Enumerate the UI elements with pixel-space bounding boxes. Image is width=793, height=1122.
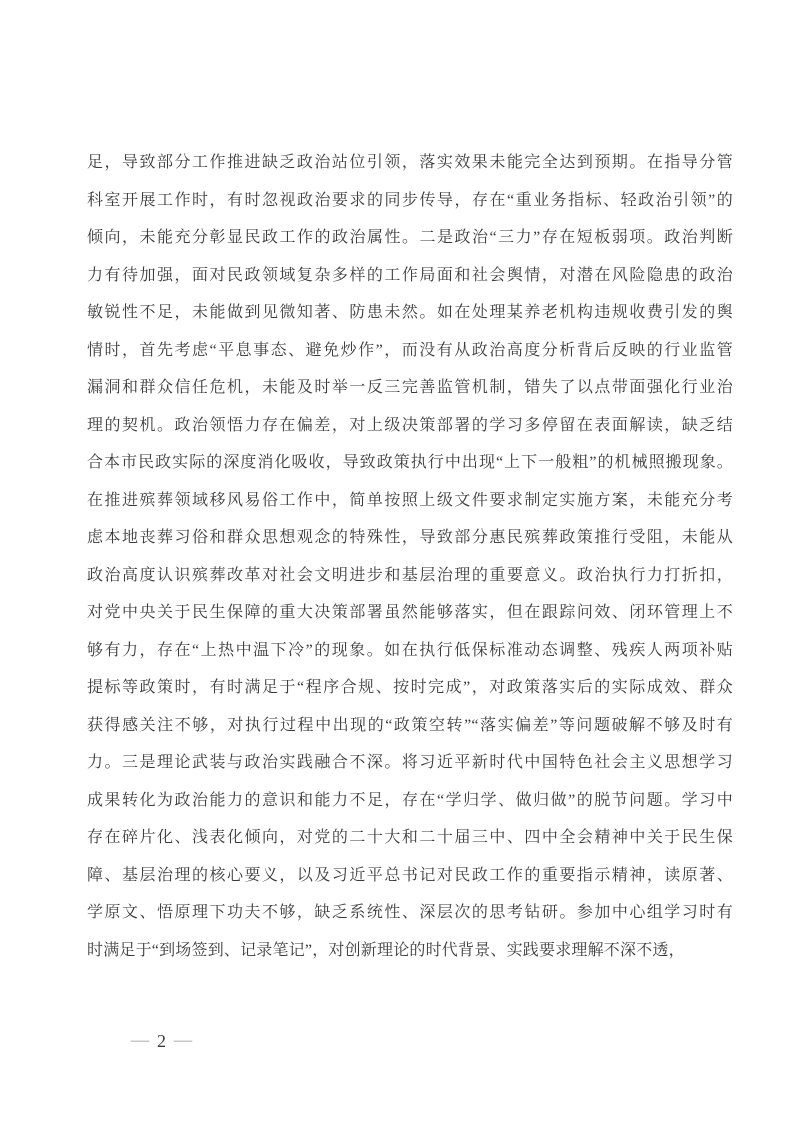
text-line: 成果转化为政治能力的意识和能力不足，存在“学归学、做归做”的脱节问题。学习中 bbox=[87, 791, 733, 809]
text-line: 敏锐性不足，未能做到见微知著、防患未然。如在处理某养老机构违规收费引发的舆 bbox=[87, 304, 733, 321]
page-number: 2 bbox=[157, 1031, 166, 1051]
text-line: 倾向，未能充分彰显民政工作的政治属性。二是政治“三力”存在短板弱项。政治判断 bbox=[87, 229, 733, 246]
text-line: 时满足于“到场签到、记录笔记”，对创新理论的时代背景、实践要求理解不深不透， bbox=[87, 941, 685, 959]
text-line: 理的契机。政治领悟力存在偏差，对上级决策部署的学习多停留在表面解读，缺乏结 bbox=[87, 416, 733, 434]
text-line: 力有待加强，面对民政领域复杂多样的工作局面和社会舆情，对潜在风险隐患的政治 bbox=[87, 266, 733, 284]
text-line: 虑本地丧葬习俗和群众思想观念的特殊性，导致部分惠民殡葬政策推行受阻，未能从 bbox=[87, 529, 733, 546]
text-line: 够有力，存在“上热中温下冷”的现象。如在执行低保标准动态调整、残疾人两项补贴 bbox=[87, 641, 733, 659]
body-text-block bbox=[87, 144, 733, 969]
text-line: 力。三是理论武装与政治实践融合不深。将习近平新时代中国特色社会主义思想学习 bbox=[87, 754, 733, 771]
text-line: 获得感关注不够，对执行过程中出现的“政策空转”“落实偏差”等问题破解不够及时有 bbox=[87, 716, 733, 734]
text-line: 对党中央关于民生保障的重大决策部署虽然能够落实，但在跟踪问效、闭环管理上不 bbox=[87, 604, 733, 621]
text-line: 政治高度认识殡葬改革对社会文明进步和基层治理的重要意义。政治执行力打折扣， bbox=[87, 566, 733, 584]
text-line: 在推进殡葬领域移风易俗工作中，简单按照上级文件要求制定实施方案，未能充分考 bbox=[87, 491, 733, 509]
text-line: 足，导致部分工作推进缺乏政治站位引领，落实效果未能完全达到预期。在指导分管 bbox=[87, 154, 733, 171]
text-line: 障、基层治理的核心要义，以及习近平总书记对民政工作的重要指示精神，读原著、 bbox=[87, 866, 733, 884]
text-line: 情时，首先考虑“平息事态、避免炒作”，而没有从政治高度分析背后反映的行业监管 bbox=[87, 341, 733, 359]
page-number-dash-right: — bbox=[173, 1032, 193, 1049]
page-footer bbox=[132, 1032, 191, 1050]
text-line: 合本市民政实际的深度消化吸收，导致政策执行中出现“上下一般粗”的机械照搬现象。 bbox=[87, 454, 733, 471]
text-line: 存在碎片化、浅表化倾向，对党的二十大和二十届三中、四中全会精神中关于民生保 bbox=[87, 829, 733, 846]
page-number-dash-left: — bbox=[130, 1032, 150, 1049]
text-line: 科室开展工作时，有时忽视政治要求的同步传导，存在“重业务指标、轻政治引领”的 bbox=[87, 191, 733, 209]
text-line: 学原文、悟原理下功夫不够，缺乏系统性、深层次的思考钻研。参加中心组学习时有 bbox=[87, 904, 733, 921]
text-line: 漏洞和群众信任危机，未能及时举一反三完善监管机制，错失了以点带面强化行业治 bbox=[87, 379, 733, 396]
text-line: 提标等政策时，有时满足于“程序合规、按时完成”，对政策落实后的实际成效、群众 bbox=[87, 679, 733, 696]
